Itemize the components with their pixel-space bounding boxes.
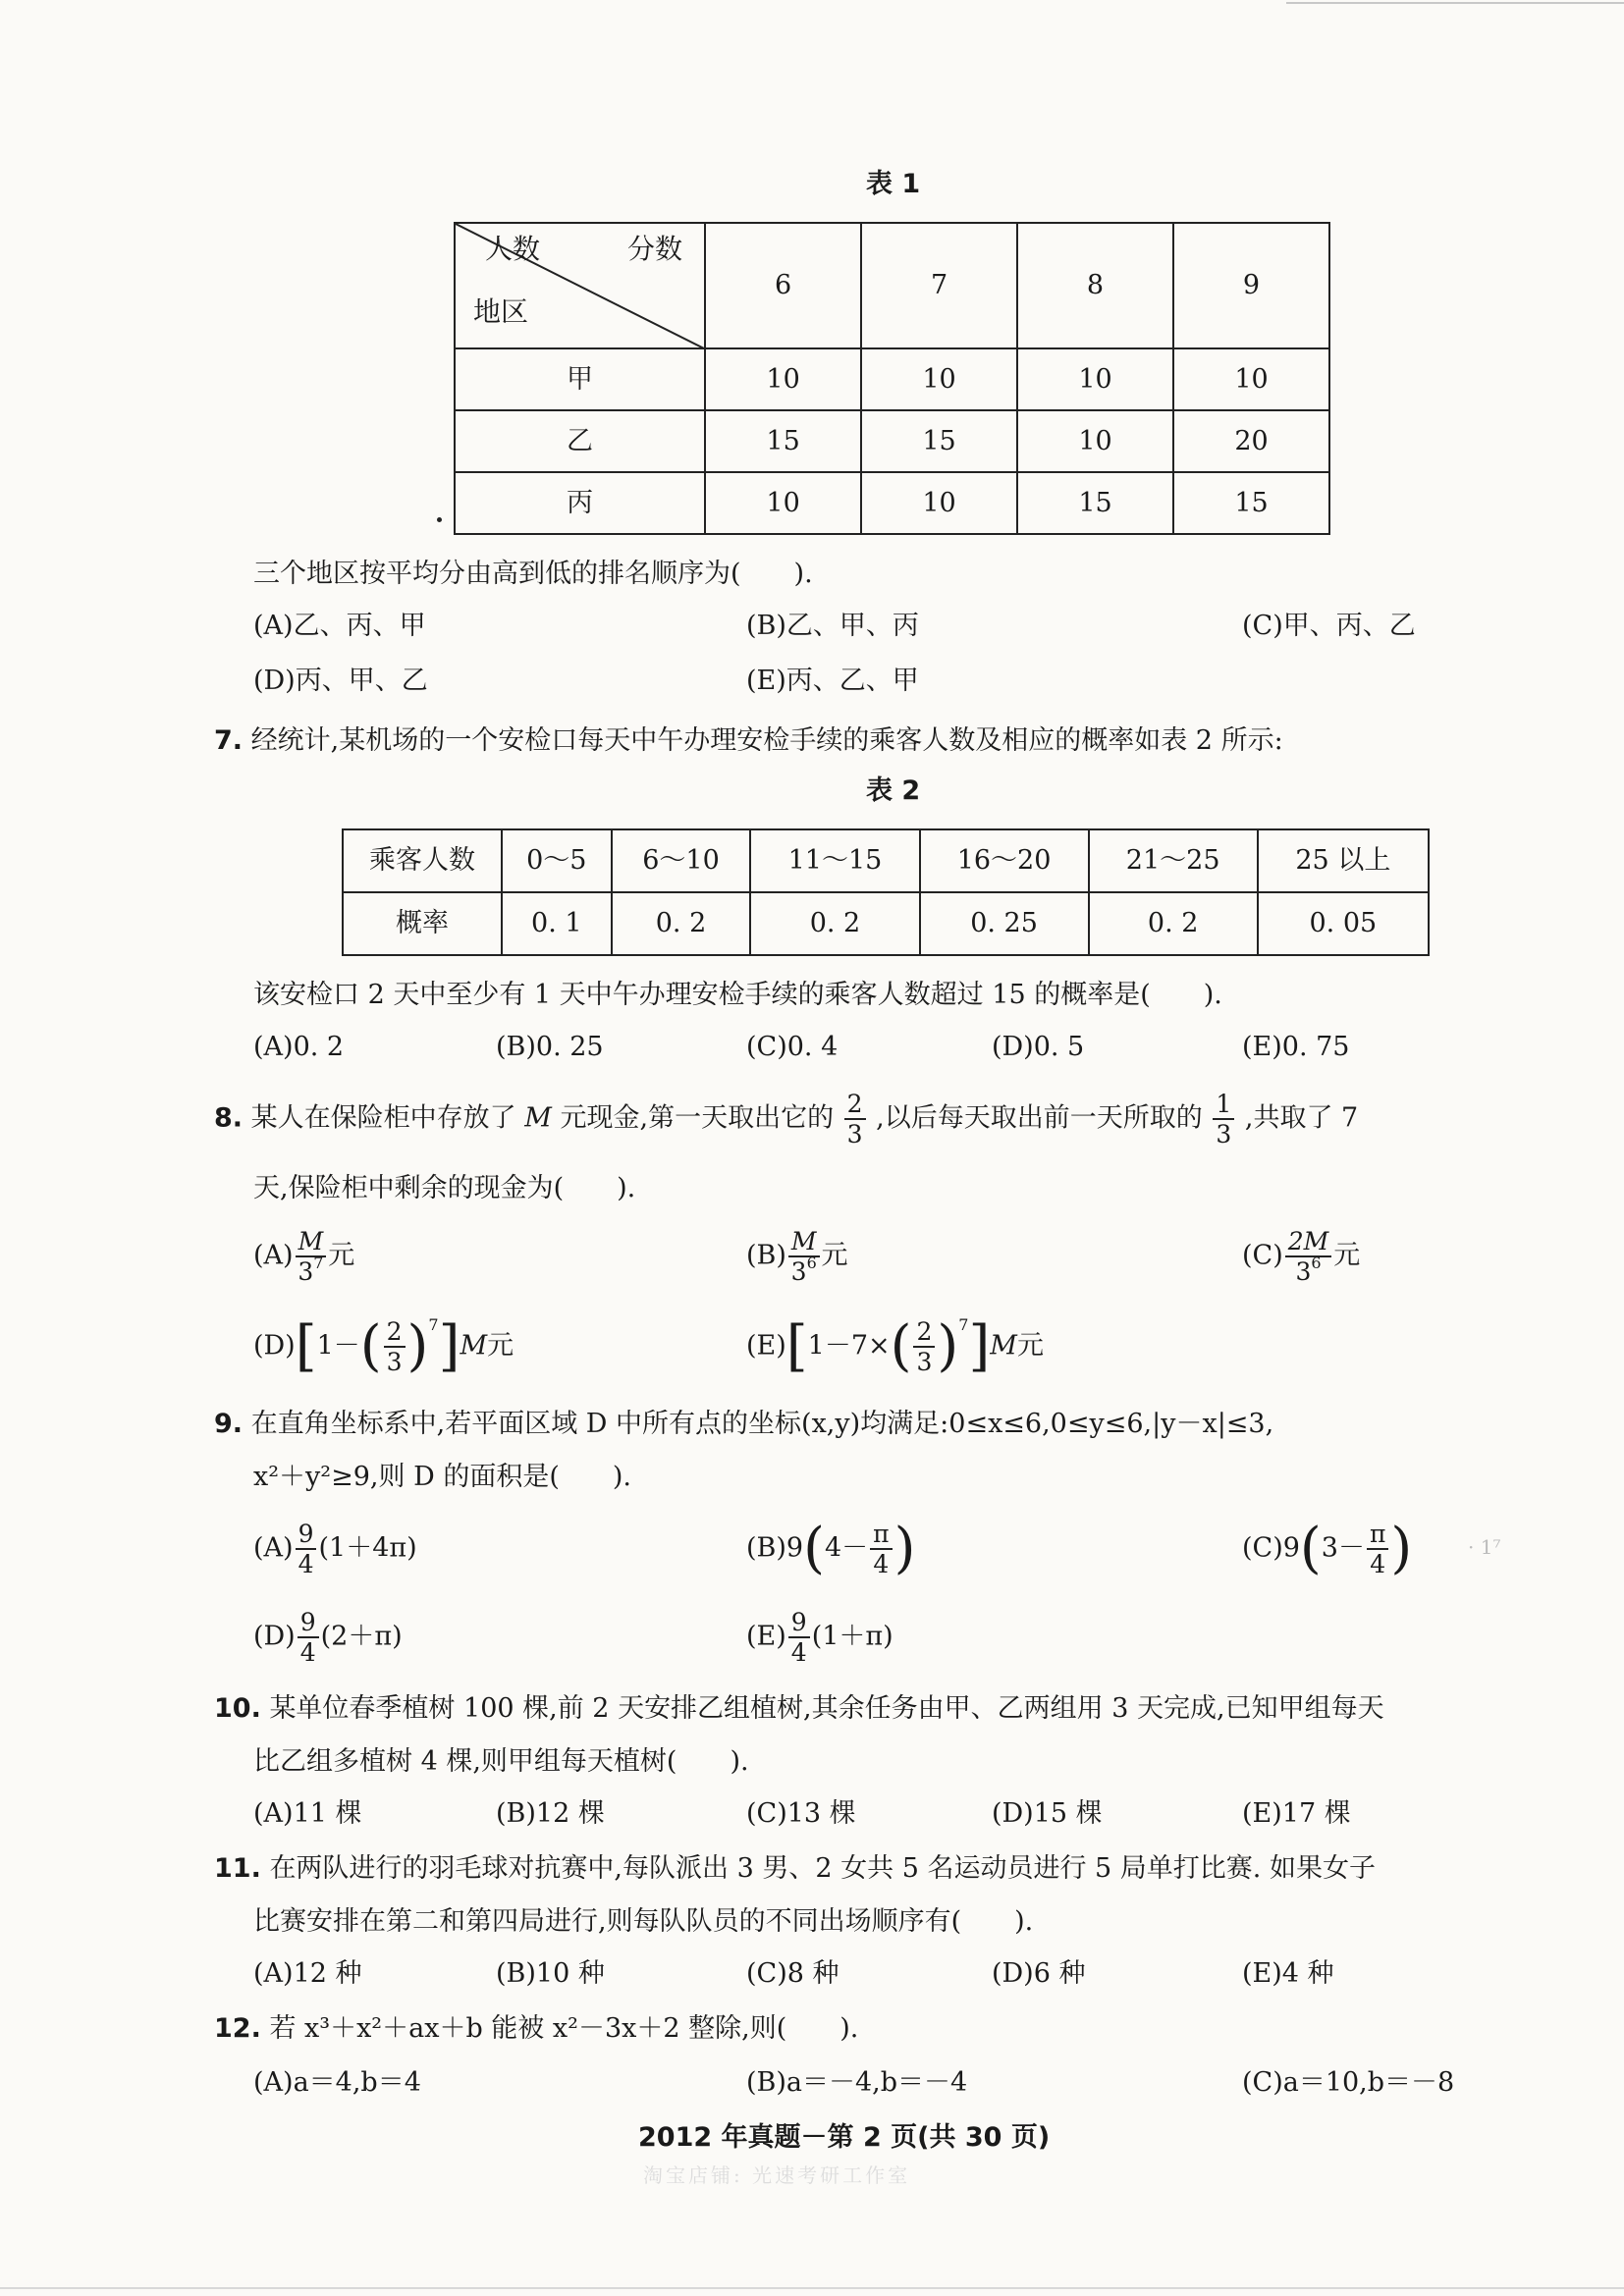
q9-number: 9. [214, 1409, 244, 1439]
q8-option-b: (B) $\frac{M}{3^6}$ 元 [746, 1227, 848, 1286]
scan-edge-bottom [0, 2287, 1624, 2289]
count-cell: 10 [705, 348, 861, 410]
fraction: $\frac{2}{3}$ [913, 1319, 935, 1374]
q7-option-b: (B)0. 25 [496, 1032, 604, 1062]
q12-stem: 若 x³＋x²＋ax＋b 能被 x²－3x＋2 整除,则( ). [269, 2013, 859, 2044]
q10-number: 10. [214, 1693, 261, 1724]
q9-line1 [214, 1407, 1273, 1441]
q7-stem: 经统计,某机场的一个安检口每天中午办理安检手续的乘客人数及相应的概率如表 2 所示: [250, 725, 1283, 756]
score-header: 8 [1017, 223, 1173, 348]
table-row [455, 472, 1329, 534]
table-row [455, 348, 1329, 410]
q10-option-d: (D)15 棵 [992, 1798, 1103, 1829]
q8-option-d: (D)[1－( $\frac{2}{3}$ )$^7$]M元 [253, 1314, 514, 1378]
q9-option-c: (C)9(3－ $\frac{\pi}{4}$ ) [1242, 1517, 1413, 1580]
q8-line2: 天,保险柜中剩余的现金为( ). [253, 1173, 636, 1203]
q11-option-b: (B)10 种 [496, 1958, 605, 1989]
header-people: 人数 [485, 233, 541, 265]
header-score: 分数 [627, 233, 683, 265]
q12-option-c: (C)a＝10,b＝－8 [1242, 2067, 1455, 2098]
q10-line1 [214, 1691, 1384, 1726]
fraction: $\frac{\pi}{4}$ [1367, 1522, 1388, 1576]
range-cell: 11～15 [750, 829, 919, 892]
count-cell: 20 [1173, 410, 1329, 472]
table1 [454, 222, 1330, 535]
count-cell: 15 [861, 410, 1017, 472]
q7-option-c: (C)0. 4 [746, 1032, 839, 1062]
q9-option-e: (E) $\frac{9}{4}$ (1＋π) [746, 1608, 893, 1667]
q10-option-e: (E)17 棵 [1242, 1798, 1351, 1829]
q10-line2: 比乙组多植树 4 棵,则甲组每天植树( ). [253, 1746, 749, 1777]
count-cell: 15 [1173, 472, 1329, 534]
prob-cell: 0. 25 [920, 892, 1089, 955]
q11-option-d: (D)6 种 [992, 1958, 1086, 1989]
q11-stem: 在两队进行的羽毛球对抗赛中,每队派出 3 男、2 女共 5 名运动员进行 5 局单打比赛. 如果女子 [269, 1853, 1376, 1884]
q10-option-b: (B)12 棵 [496, 1798, 605, 1829]
q8-stem-a: 某人在保险柜中存放了 [250, 1102, 516, 1134]
fraction: $\frac{M}{3^6}$ [788, 1229, 820, 1284]
q10-option-c: (C)13 棵 [746, 1798, 856, 1829]
q11-option-a: (A)12 种 [253, 1958, 362, 1989]
scan-edge-top [1286, 2, 1624, 4]
q6-option-d: (D)丙、甲、乙 [253, 666, 428, 696]
q8-option-a: (A) $\frac{M}{3^7}$ 元 [253, 1227, 355, 1286]
prob-cell: 0. 2 [612, 892, 751, 955]
scan-speck: · 1⁷ [1468, 1535, 1501, 1559]
fraction: $\frac{2M}{3^6}$ [1285, 1229, 1332, 1284]
region-cell: 甲 [455, 348, 705, 410]
q10-stem: 某单位春季植树 100 棵,前 2 天安排乙组植树,其余任务由甲、乙两组用 3 天完成,已知甲组每天 [269, 1693, 1384, 1724]
fraction: $\frac{9}{4}$ [296, 1522, 317, 1576]
q7-option-a: (A)0. 2 [253, 1032, 345, 1062]
range-cell: 25 以上 [1258, 829, 1429, 892]
table-row [455, 410, 1329, 472]
q12-number: 12. [214, 2013, 261, 2044]
prob-cell: 0. 2 [1089, 892, 1258, 955]
prob-cell: 0. 1 [502, 892, 612, 955]
q8-var-m: M [524, 1102, 552, 1134]
count-cell: 10 [1173, 348, 1329, 410]
fraction: $\frac{M}{3^7}$ [296, 1229, 327, 1284]
bullet-dot [437, 517, 442, 522]
score-header: 6 [705, 223, 861, 348]
q7-subquestion: 该安检口 2 天中至少有 1 天中午办理安检手续的乘客人数超过 15 的概率是( ). [253, 980, 1222, 1010]
region-cell: 乙 [455, 410, 705, 472]
q6-option-b: (B)乙、甲、丙 [746, 611, 919, 641]
score-header: 7 [861, 223, 1017, 348]
table1-caption: 表 1 [866, 169, 921, 199]
count-cell: 15 [705, 410, 861, 472]
prob-cell: 0. 05 [1258, 892, 1429, 955]
range-cell: 0～5 [502, 829, 612, 892]
table-row [343, 829, 1429, 892]
q11-line1 [214, 1851, 1376, 1886]
region-cell: 丙 [455, 472, 705, 534]
q11-line2: 比赛安排在第二和第四局进行,则每队队员的不同出场顺序有( ). [253, 1906, 1034, 1937]
q9-option-b: (B)9(4－ $\frac{\pi}{4}$ ) [746, 1517, 916, 1580]
q9-option-a: (A) $\frac{9}{4}$ (1＋4π) [253, 1520, 417, 1578]
fraction: $\frac{2}{3}$ [844, 1092, 866, 1147]
q8-option-c: (C) $\frac{2M}{3^6}$ 元 [1242, 1227, 1361, 1286]
q11-number: 11. [214, 1853, 261, 1884]
table1-diagonal-header [455, 223, 705, 348]
q8-option-e: (E)[1－7×( $\frac{2}{3}$ )$^7$]M元 [746, 1314, 1044, 1378]
fraction: $\frac{\pi}{4}$ [870, 1522, 892, 1576]
row-label-probability: 概率 [343, 892, 502, 955]
q7-option-e: (E)0. 75 [1242, 1032, 1350, 1062]
range-cell: 6～10 [612, 829, 751, 892]
q6-option-c: (C)甲、丙、乙 [1242, 611, 1416, 641]
q6-option-a: (A)乙、丙、甲 [253, 611, 426, 641]
range-cell: 21～25 [1089, 829, 1258, 892]
table2-caption: 表 2 [866, 775, 921, 806]
q12-option-a: (A)a＝4,b＝4 [253, 2067, 421, 2098]
range-cell: 16～20 [920, 829, 1089, 892]
fraction: $\frac{9}{4}$ [788, 1610, 810, 1665]
q8-number: 8. [214, 1102, 244, 1134]
q8-line1 [214, 1092, 1358, 1147]
q11-option-c: (C)8 种 [746, 1958, 839, 1989]
fraction: $\frac{9}{4}$ [298, 1610, 319, 1665]
q8-stem-d: ,共取了 7 [1244, 1102, 1359, 1134]
count-cell: 15 [1017, 472, 1173, 534]
q8-stem-b: 元现金,第一天取出它的 [560, 1102, 835, 1134]
table2 [342, 828, 1430, 956]
fraction: $\frac{2}{3}$ [384, 1319, 406, 1374]
q7-option-d: (D)0. 5 [992, 1032, 1085, 1062]
page-footer: 2012 年真题－第 2 页(共 30 页) [638, 2122, 1051, 2153]
q7-number: 7. [214, 725, 244, 756]
q12-line1 [214, 2011, 858, 2046]
q10-option-a: (A)11 棵 [253, 1798, 362, 1829]
count-cell: 10 [705, 472, 861, 534]
prob-cell: 0. 2 [750, 892, 919, 955]
count-cell: 10 [861, 472, 1017, 534]
q9-line2: x²＋y²≥9,则 D 的面积是( ). [253, 1462, 631, 1492]
q12-option-b: (B)a＝－4,b＝－4 [746, 2067, 968, 2098]
count-cell: 10 [861, 348, 1017, 410]
row-label-passengers: 乘客人数 [343, 829, 502, 892]
q11-option-e: (E)4 种 [1242, 1958, 1334, 1989]
count-cell: 10 [1017, 348, 1173, 410]
q8-stem-c: ,以后每天取出前一天所取的 [876, 1102, 1203, 1134]
q9-stem: 在直角坐标系中,若平面区域 D 中所有点的坐标(x,y)均满足:0≤x≤6,0≤y≤6,|y－x|≤3, [250, 1409, 1274, 1439]
fraction: $\frac{1}{3}$ [1213, 1092, 1234, 1147]
watermark: 淘宝店铺: 光速考研工作室 [643, 2163, 911, 2187]
count-cell: 10 [1017, 410, 1173, 472]
table-row [343, 892, 1429, 955]
q9-option-d: (D) $\frac{9}{4}$ (2＋π) [253, 1608, 403, 1667]
score-header: 9 [1173, 223, 1329, 348]
q6-option-e: (E)丙、乙、甲 [746, 666, 919, 696]
header-region: 地区 [473, 295, 529, 328]
q6-stem: 三个地区按平均分由高到低的排名顺序为( ). [253, 559, 813, 589]
q7-question [214, 723, 1283, 758]
